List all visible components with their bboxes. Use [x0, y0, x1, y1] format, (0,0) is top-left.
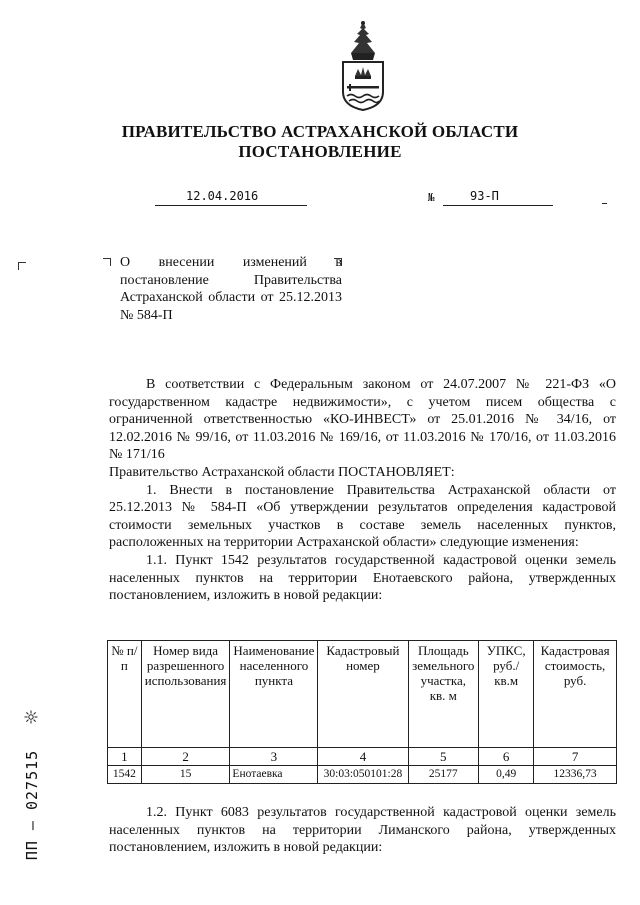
item-1-1-paragraph: 1.1. Пункт 1542 результатов государственной кадастровой оценки земель населенных пунктов на территории Енотаевского района, утвержденных постановлением, изложить в новой редакции:	[109, 552, 616, 604]
header-cell: № п/п	[108, 641, 142, 748]
date-underline	[155, 205, 307, 206]
header-cell: Площадь земельного участка, кв. м	[408, 641, 479, 748]
number-cell: 1	[108, 748, 142, 766]
body-block-2	[109, 804, 616, 857]
document-date: 12.04.2016	[186, 189, 259, 203]
table-row	[108, 766, 617, 784]
header-cell: Наименование населенного пункта	[230, 641, 318, 748]
number-cell: 6	[479, 748, 534, 766]
coat-of-arms-emblem	[337, 20, 389, 112]
header-cell: УПКС, руб./ кв.м	[479, 641, 534, 748]
body-block	[109, 376, 616, 605]
row-cell-value: 12336,73	[534, 766, 617, 784]
number-cell: 4	[318, 748, 408, 766]
number-cell: 3	[230, 748, 318, 766]
side-serial-code	[8, 720, 56, 890]
number-cell: 2	[141, 748, 230, 766]
table-header-row	[108, 641, 617, 748]
row-cell-number: 1542	[108, 766, 142, 784]
row-cell-use-type: 15	[141, 766, 230, 784]
table-number-row	[108, 748, 617, 766]
row-cell-upks: 0,49	[479, 766, 534, 784]
resolves-paragraph: Правительство Астраханской области ПОСТАНОВЛЯЕТ:	[109, 464, 455, 480]
intro-paragraph: В соответствии с Федеральным законом от 24.07.2007 № 221-ФЗ «О государственном кадастре недвижимости», с учетом писем общества с ограниченной ответственностью «КО-ИНВЕСТ» от 25.01.2016 № 34/16, от 12.02.2016 № 99/16, от 11.03.2016 № 169/16, от 11.03.2016 № 170/16, от 11.03.2016 № 171/16	[109, 377, 616, 463]
tick-mark	[602, 203, 607, 204]
number-sign: №	[428, 191, 435, 204]
number-cell: 7	[534, 748, 617, 766]
row-cell-cadastral-number: 30:03:050101:28	[318, 766, 408, 784]
corner-bracket-left	[18, 262, 26, 270]
document-subject: О внесении изменений в постановление Правительства Астраханской области от 25.12.2013 № 584-П	[120, 255, 342, 323]
number-underline	[443, 205, 553, 206]
item-1-paragraph: 1. Внести в постановление Правительства Астраханской области от 25.12.2013 № 584-П «Об утверждении результатов определения кадастровой стоимости земельных участков в составе земель населенных пунктов, расположенных на территории Астраханской области» следующие изменения:	[109, 482, 616, 551]
header-cell: Номер вида разрешенного использования	[141, 641, 230, 748]
ornament-icon	[24, 710, 38, 724]
document-type-title: ПОСТАНОВЛЕНИЕ	[238, 142, 402, 161]
item-1-2-paragraph: 1.2. Пункт 6083 результатов государственной кадастровой оценки земель населенных пунктов на территории Лиманского района, утвержденных постановлением, изложить в новой редакции:	[109, 805, 616, 856]
row-cell-settlement: Енотаевка	[230, 766, 318, 784]
government-title: ПРАВИТЕЛЬСТВО АСТРАХАНСКОЙ ОБЛАСТИ	[121, 122, 519, 141]
header-cell: Кадастровая стоимость, руб.	[534, 641, 617, 748]
row-cell-area: 25177	[408, 766, 479, 784]
header-cell: Кадастровый номер	[318, 641, 408, 748]
document-number: 93-П	[470, 189, 499, 203]
side-serial-text: ПП – 027515	[23, 749, 41, 861]
corner-bracket-mid	[103, 258, 111, 266]
number-cell: 5	[408, 748, 479, 766]
cadastral-table	[107, 640, 617, 784]
